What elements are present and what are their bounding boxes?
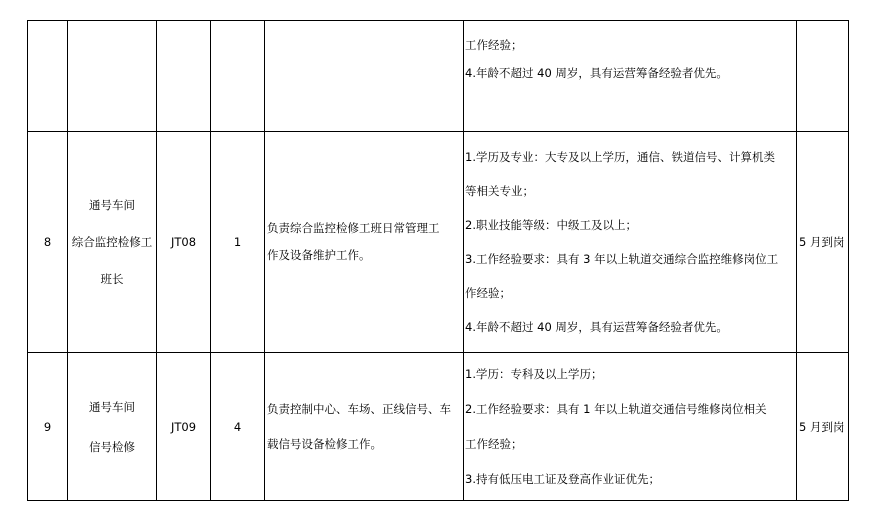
dept-cell — [68, 21, 157, 132]
duty-line: 作及设备维护工作。 — [267, 248, 371, 262]
requirement-line: 4.年龄不超过 40 周岁，具有运营筹备经验者优先。 — [465, 66, 728, 80]
requirement-line: 工作经验； — [465, 38, 523, 52]
dept-cell — [68, 132, 157, 353]
requirement-line: 3.持有低压电工证及登高作业证优先； — [465, 471, 660, 486]
requirement-line: 工作经验； — [465, 436, 523, 451]
duty-cell — [265, 21, 464, 132]
requirement-line: 4.年龄不超过 40 周岁，具有运营筹备经验者优先。 — [465, 320, 728, 334]
requirement-line: 1.学历及专业：大专及以上学历，通信、铁道信号、计算机类 — [465, 150, 775, 164]
dept-line: 班长 — [100, 271, 124, 286]
arrival-cell — [797, 21, 849, 132]
requirements-cell — [464, 21, 797, 132]
duty-line: 负责综合监控检修工班日常管理工 — [267, 221, 440, 235]
table-row — [28, 353, 849, 501]
arrival-cell: 5 月到岗 — [797, 353, 849, 501]
requirements-cell — [464, 353, 797, 501]
duty-cell — [265, 353, 464, 501]
table-row — [28, 21, 849, 132]
requirement-line: 2.职业技能等级：中级工及以上； — [465, 218, 637, 232]
requirements-cell — [464, 132, 797, 353]
requirement-line: 等相关专业； — [465, 184, 534, 198]
count-cell: 4 — [211, 353, 265, 501]
code-cell: JT08 — [157, 132, 211, 353]
no-cell — [28, 21, 68, 132]
duty-cell — [265, 132, 464, 353]
duty-line: 负责控制中心、车场、正线信号、车 — [267, 401, 451, 416]
no-cell: 8 — [28, 132, 68, 353]
count-cell: 1 — [211, 132, 265, 353]
no-cell: 9 — [28, 353, 68, 501]
count-cell — [211, 21, 265, 132]
requirement-line: 作经验； — [465, 286, 511, 300]
dept-line: 通号车间 — [89, 399, 135, 414]
duty-line: 载信号设备检修工作。 — [267, 436, 382, 451]
requirement-line: 2.工作经验要求：具有 1 年以上轨道交通信号维修岗位相关 — [465, 401, 767, 416]
dept-line: 综合监控检修工 — [71, 234, 153, 249]
dept-cell — [68, 353, 157, 501]
dept-line: 信号检修 — [89, 439, 135, 454]
table-row — [28, 132, 849, 353]
arrival-cell: 5 月到岗 — [797, 132, 849, 353]
requirement-line: 1.学历：专科及以上学历； — [465, 366, 603, 381]
code-cell — [157, 21, 211, 132]
requirement-line: 3.工作经验要求：具有 3 年以上轨道交通综合监控维修岗位工 — [465, 252, 779, 266]
recruitment-table — [27, 20, 849, 501]
dept-line: 通号车间 — [89, 197, 135, 212]
code-cell: JT09 — [157, 353, 211, 501]
